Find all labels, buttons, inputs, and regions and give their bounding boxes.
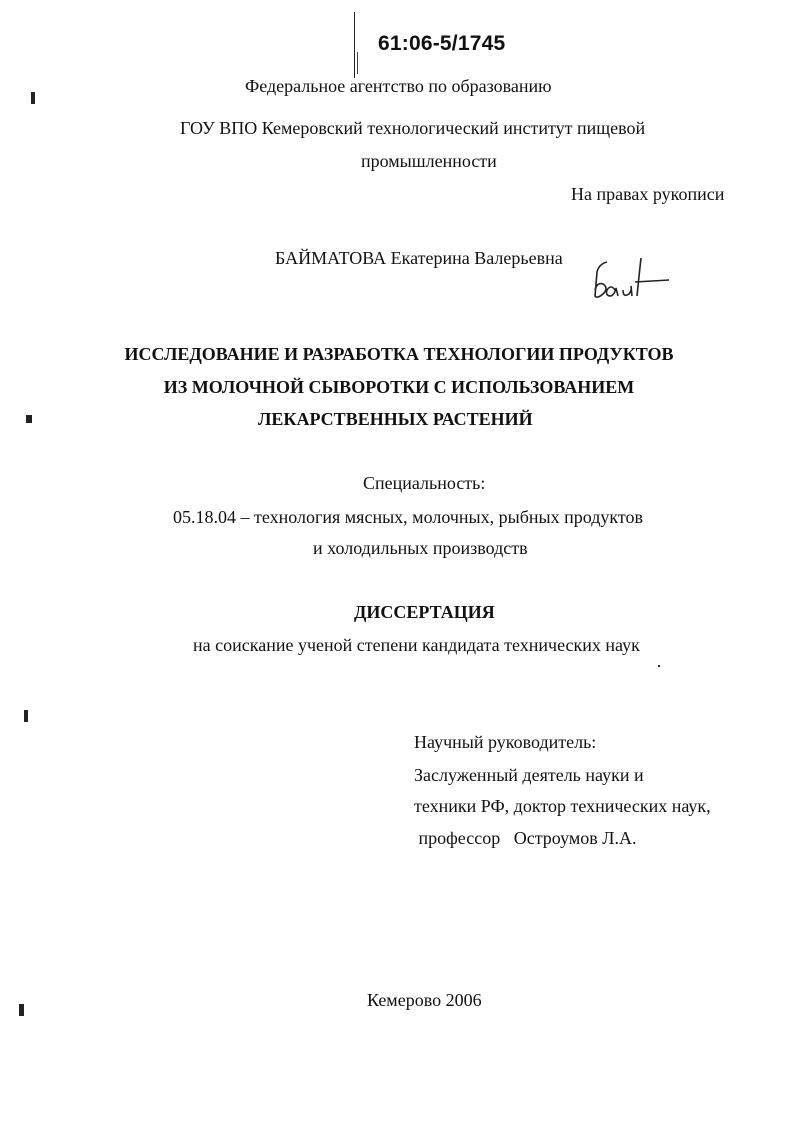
dissertation-title-line: ИССЛЕДОВАНИЕ И РАЗРАБОТКА ТЕХНОЛОГИИ ПРОДУКТОВ	[124, 344, 674, 364]
specialty-code: 05.18.04 – технология мясных, молочных, рыбных продуктов	[173, 507, 644, 527]
degree-statement: на соискание ученой степени кандидата технических наук	[193, 635, 640, 655]
supervisor-line: Научный руководитель:	[414, 732, 597, 752]
scan-speck	[24, 710, 28, 722]
city-year: Кемерово 2006	[367, 990, 482, 1010]
dissertation-title-line: ЛЕКАРСТВЕННЫХ РАСТЕНИЙ	[258, 409, 533, 429]
specialty-code-cont: и холодильных производств	[313, 538, 528, 558]
institution-name: ГОУ ВПО Кемеровский технологический институт пищевой	[180, 118, 646, 138]
institution-name-cont: промышленности	[361, 151, 497, 171]
scan-line	[357, 52, 358, 74]
author-signature	[585, 252, 680, 312]
scan-speck	[658, 665, 660, 667]
specialty-label: Специальность:	[363, 473, 486, 493]
scan-speck	[31, 92, 35, 104]
supervisor-line: профессор Остроумов Л.А.	[414, 828, 637, 848]
agency-name: Федеральное агентство по образованию	[245, 76, 552, 96]
scan-line	[354, 12, 355, 78]
scan-speck	[26, 415, 32, 423]
author-name: БАЙМАТОВА Екатерина Валерьевна	[275, 248, 563, 268]
scan-speck	[19, 1004, 24, 1016]
dissertation-title-line: ИЗ МОЛОЧНОЙ СЫВОРОТКИ С ИСПОЛЬЗОВАНИЕМ	[163, 377, 635, 397]
supervisor-line: Заслуженный деятель науки и	[414, 765, 644, 785]
supervisor-line: техники РФ, доктор технических наук,	[414, 796, 711, 816]
work-type: ДИССЕРТАЦИЯ	[354, 602, 495, 622]
manuscript-note: На правах рукописи	[571, 184, 725, 204]
registry-number: 61:06-5/1745	[378, 32, 506, 55]
